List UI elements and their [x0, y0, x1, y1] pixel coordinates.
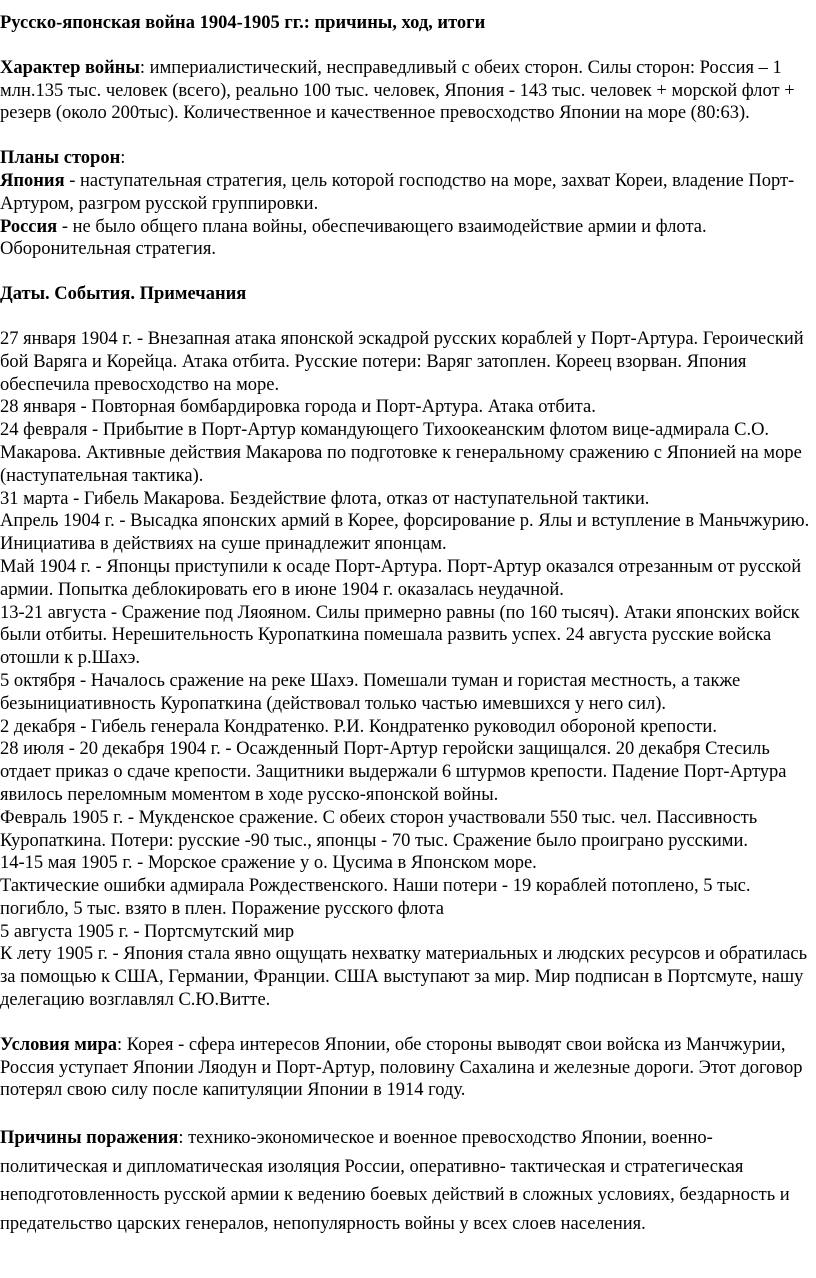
events-heading: Даты. События. Примечания: [0, 284, 247, 305]
event-item: 24 февраля - Прибытие в Порт-Артур командующего Тихоокеанским флотом вице-адмирала С.О. Макарова. Активные действия Макарова по подготовке к генеральному сражению с Японией на море (наступательная тактика).: [0, 420, 802, 486]
event-item: Февраль 1905 г. - Мукденское сражение. С обеих сторон участвовали 550 тыс. чел. Пассивность Куропаткина. Потери: русские -90 тыс., японцы - 70 тыс. Сражение было проиграно русскими.: [0, 807, 758, 851]
event-item: 5 октября - Началось сражение на реке Шахэ. Помешали туман и гористая местность, а также безынициативность Куропаткина (действовал только частью имевшихся у него сил).: [0, 670, 741, 714]
war-character-paragraph: [0, 57, 812, 125]
event-item: 31 марта - Гибель Макарова. Бездействие флота, отказ от наступательной тактики.: [0, 488, 650, 509]
peace-terms-label: Условия мира: [0, 1034, 118, 1055]
plans-russia-text: - не было общего плана войны, обеспечивающего взаимодействие армии и флота. Оборонительная стратегия.: [0, 216, 707, 260]
spacer: [0, 35, 812, 57]
plans-japan: [0, 170, 812, 216]
defeat-causes-text: : технико-экономическое и военное превосходство Японии, военно-политическая и дипломатическая изоляция России, оперативно- тактическая и стратегическая неподготовленность русской армии к ведению боевых действий в сложных условиях, бездарность и предательство царских генералов, непопулярность войны у всех слоев населения.: [0, 1128, 790, 1234]
event-item: 28 июля - 20 декабря 1904 г. - Осажденный Порт-Артур геройски защищался. 20 декабря Стесиль отдает приказ о сдаче крепости. Защитники выдержали 6 штурмов крепости. Падение Порт-Артура явилось переломным моментом в ходе русско-японской войны.: [0, 739, 787, 805]
plans-japan-label: Япония: [0, 170, 65, 191]
war-character-label: Характер войны: [0, 57, 140, 78]
spacer: [0, 261, 812, 283]
peace-terms-paragraph: [0, 1034, 812, 1102]
defeat-causes-paragraph: [0, 1124, 812, 1238]
spacer: [0, 1102, 812, 1124]
event-item: Тактические ошибки адмирала Рождественского. Наши потери - 19 кораблей потоплено, 5 тыс. погибло, 5 тыс. взято в плен. Поражение русского флота: [0, 876, 751, 919]
plans-suffix: :: [120, 148, 126, 169]
plans-heading: [0, 147, 812, 170]
document-page: [0, 12, 812, 1238]
page-title: Русско-японская война 1904-1905 гг.: причины, ход, итоги: [0, 13, 486, 33]
event-item: К лету 1905 г. - Япония стала явно ощущать нехватку материальных и людских ресурсов и обратилась за помощью к США, Германии, Франции. США выступают за мир. Мир подписан в Портсмуте, нашу делегацию возглавлял С.Ю.Витте.: [0, 944, 808, 1011]
plans-russia-label: Россия: [0, 216, 58, 237]
event-item: 28 января - Повторная бомбардировка города и Порт-Артура. Атака отбита.: [0, 397, 596, 418]
event-item: 5 августа 1905 г. - Портсмутский мир: [0, 921, 295, 942]
plans-label: Планы сторон: [0, 148, 121, 169]
plans-russia: [0, 216, 812, 262]
event-item: Апрель 1904 г. - Высадка японских армий в Корее, форсирование р. Ялы и вступление в Маньчжурию. Инициатива в действиях на суше принадлежит японцам.: [0, 511, 810, 555]
event-item: 13-21 августа - Сражение под Ляояном. Силы примерно равны (по 160 тысяч). Атаки японских войск были отбиты. Нерешительность Куропаткина помешала развить успех. 24 августа русские войска отошли к р.Шахэ.: [0, 602, 800, 669]
war-character-text: : империалистический, несправедливый с обеих сторон. Силы сторон: Россия – 1 млн.135 тыс. человек (всего), реально 100 тыс. человек, Япония - 143 тыс. человек + морской флот + резерв (около 200тыс). Количественное и качественное превосходство Японии на море (80:63).: [0, 57, 795, 124]
events-list: [0, 328, 812, 1012]
event-item: 2 декабря - Гибель генерала Кондратенко. Р.И. Кондратенко руководил обороной крепости.: [0, 716, 717, 737]
spacer: [0, 1012, 812, 1034]
event-item: 14-15 мая 1905 г. - Морское сражение у о. Цусима в Японском море.: [0, 853, 537, 874]
event-item: Май 1904 г. - Японцы приступили к осаде Порт-Артура. Порт-Артур оказался отрезанным от русской армии. Попытка деблокировать его в июне 1904 г. оказалась неудачной.: [0, 556, 802, 600]
peace-terms-text: : Корея - сфера интересов Японии, обе стороны выводят свои войска из Манчжурии, Россия уступает Японии Ляодун и Порт-Артур, половину Сахалина и железные дороги. Этот договор потерял свою силу после капитуляции Японии в 1914 году.: [0, 1034, 803, 1101]
defeat-causes-label: Причины поражения: [0, 1128, 179, 1149]
spacer: [0, 125, 812, 147]
spacer: [0, 306, 812, 328]
event-item: 27 января 1904 г. - Внезапная атака японской эскадрой русских кораблей у Порт-Артура. Героический бой Варяга и Корейца. Атака отбита. Русские потери: Варяг затоплен. Кореец взорван. Япония обеспечила превосходство на море.: [0, 328, 804, 395]
plans-japan-text: - наступательная стратегия, цель которой господство на море, захват Кореи, владение Порт-Артуром, разгром русской группировки.: [0, 170, 795, 214]
